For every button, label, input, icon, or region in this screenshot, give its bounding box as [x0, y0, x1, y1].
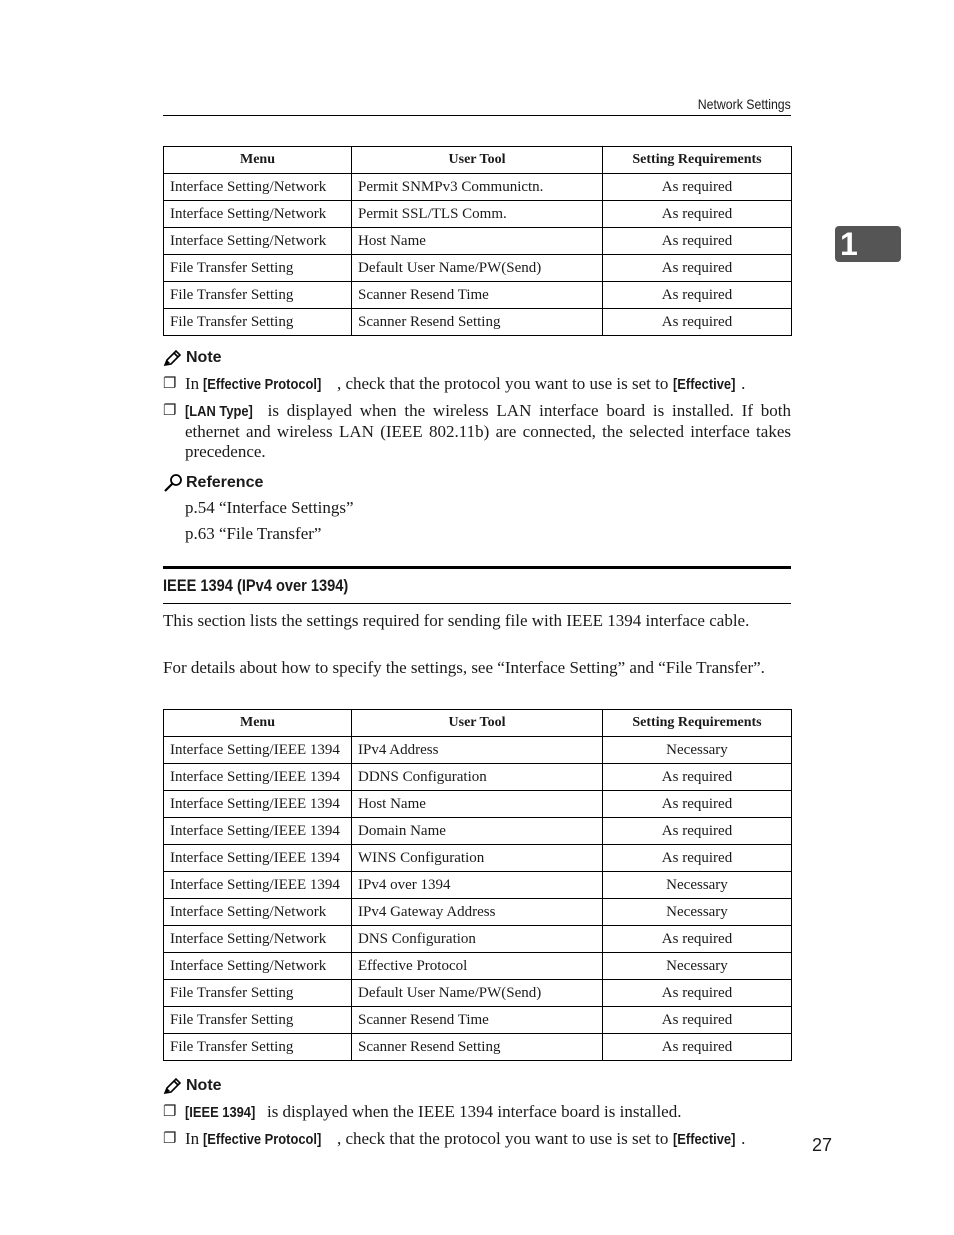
cell-user-tool: Permit SSL/TLS Comm.	[352, 201, 603, 228]
checkbox-icon: ❐	[163, 376, 177, 392]
table-row	[164, 764, 792, 791]
checkbox-icon: ❐	[163, 1131, 177, 1147]
section-heading	[163, 566, 791, 604]
ui-label-effective-protocol: [Effective Protocol]	[203, 376, 322, 393]
section-title: IEEE 1394 (IPv4 over 1394)	[163, 576, 349, 595]
cell-setting-requirement: Necessary	[603, 872, 792, 899]
table-row	[164, 228, 792, 255]
cell-setting-requirement: As required	[603, 282, 792, 309]
checkbox-icon: ❐	[163, 1104, 177, 1120]
cell-setting-requirement: Necessary	[603, 737, 792, 764]
table-row	[164, 201, 792, 228]
cell-menu: Interface Setting/Network	[164, 953, 352, 980]
column-header-setting-requirements: Setting Requirements	[603, 147, 792, 174]
cell-setting-requirement: As required	[603, 926, 792, 953]
cell-menu: Interface Setting/IEEE 1394	[164, 872, 352, 899]
cell-user-tool: Scanner Resend Setting	[352, 1034, 603, 1061]
page-number: 27	[812, 1135, 833, 1155]
page-header	[163, 96, 791, 116]
cell-user-tool: Scanner Resend Time	[352, 282, 603, 309]
reference-heading	[163, 473, 263, 493]
column-header-setting-requirements: Setting Requirements	[603, 710, 792, 737]
cell-setting-requirement: As required	[603, 764, 792, 791]
cell-menu: Interface Setting/IEEE 1394	[164, 764, 352, 791]
cell-menu: Interface Setting/IEEE 1394	[164, 845, 352, 872]
cell-setting-requirement: As required	[603, 1007, 792, 1034]
cell-menu: Interface Setting/Network	[164, 899, 352, 926]
ui-label-ieee1394: [IEEE 1394]	[185, 1104, 256, 1121]
cell-menu: File Transfer Setting	[164, 309, 352, 336]
reference-link[interactable]: p.63 “File Transfer”	[185, 524, 322, 543]
cell-setting-requirement: Necessary	[603, 953, 792, 980]
cell-menu: File Transfer Setting	[164, 1007, 352, 1034]
cell-user-tool: IPv4 Address	[352, 737, 603, 764]
cell-menu: Interface Setting/IEEE 1394	[164, 737, 352, 764]
table-row	[164, 980, 792, 1007]
table-row	[164, 255, 792, 282]
chapter-number: 1	[840, 226, 858, 262]
settings-table-network	[163, 146, 792, 336]
cell-user-tool: DDNS Configuration	[352, 764, 603, 791]
note-heading	[163, 1077, 222, 1095]
note-heading	[163, 349, 222, 367]
column-header-user-tool: User Tool	[352, 710, 603, 737]
column-header-menu: Menu	[164, 710, 352, 737]
note-item: ❐ [IEEE 1394] is displayed when the IEEE 1394 interface board is installed.	[163, 1102, 682, 1121]
settings-table-ieee1394	[163, 709, 792, 1061]
cell-user-tool: IPv4 Gateway Address	[352, 899, 603, 926]
cell-setting-requirement: As required	[603, 791, 792, 818]
cell-setting-requirement: As required	[603, 980, 792, 1007]
cell-user-tool: Default User Name/PW(Send)	[352, 980, 603, 1007]
cell-setting-requirement: As required	[603, 1034, 792, 1061]
note-title: Note	[186, 1077, 222, 1094]
cell-setting-requirement: As required	[603, 309, 792, 336]
header-title: Network Settings	[697, 96, 791, 112]
cell-user-tool: Permit SNMPv3 Communictn.	[352, 174, 603, 201]
ui-label-lan-type: [LAN Type]	[185, 403, 253, 420]
table-row	[164, 1007, 792, 1034]
cell-menu: File Transfer Setting	[164, 255, 352, 282]
cell-setting-requirement: Necessary	[603, 899, 792, 926]
cell-user-tool: Domain Name	[352, 818, 603, 845]
table-row	[164, 1034, 792, 1061]
ui-label-effective-protocol: [Effective Protocol]	[203, 1131, 322, 1148]
cell-setting-requirement: As required	[603, 845, 792, 872]
reference-link[interactable]: p.54 “Interface Settings”	[185, 498, 354, 517]
reference-title: Reference	[186, 474, 264, 491]
note-item: ❐ In [Effective Protocol] , check that the protocol you want to use is set to [Effective] .	[163, 1129, 746, 1148]
cell-setting-requirement: As required	[603, 174, 792, 201]
table-row	[164, 845, 792, 872]
table-row	[164, 174, 792, 201]
cell-menu: Interface Setting/Network	[164, 228, 352, 255]
chapter-tab	[835, 226, 901, 262]
note-item: ❐ [LAN Type] is displayed when the wireless LAN interface board is installed. If both ethernet and wireless LAN (IEEE 802.11b) are connected, the selected interface takes precedence.	[163, 401, 791, 461]
cell-menu: Interface Setting/Network	[164, 926, 352, 953]
cell-menu: Interface Setting/Network	[164, 201, 352, 228]
note-item: ❐ In [Effective Protocol] , check that the protocol you want to use is set to [Effective] .	[163, 374, 746, 393]
ui-label-effective: [Effective]	[672, 376, 736, 393]
cell-setting-requirement: As required	[603, 818, 792, 845]
table-row	[164, 737, 792, 764]
table-header-row	[164, 710, 792, 737]
paragraph: For details about how to specify the settings, see “Interface Setting” and “File Transfer”.	[163, 658, 765, 677]
pencil-icon	[163, 349, 183, 367]
cell-menu: Interface Setting/Network	[164, 174, 352, 201]
table-row	[164, 872, 792, 899]
table-row	[164, 309, 792, 336]
cell-user-tool: IPv4 over 1394	[352, 872, 603, 899]
cell-user-tool: Host Name	[352, 228, 603, 255]
cell-setting-requirement: As required	[603, 201, 792, 228]
cell-user-tool: Default User Name/PW(Send)	[352, 255, 603, 282]
paragraph: This section lists the settings required for sending file with IEEE 1394 interface cable.	[163, 611, 750, 630]
cell-menu: File Transfer Setting	[164, 1034, 352, 1061]
note-title: Note	[186, 349, 222, 366]
cell-user-tool: DNS Configuration	[352, 926, 603, 953]
checkbox-icon: ❐	[163, 403, 177, 419]
column-header-menu: Menu	[164, 147, 352, 174]
table-row	[164, 818, 792, 845]
table-row	[164, 791, 792, 818]
table-row	[164, 899, 792, 926]
cell-setting-requirement: As required	[603, 228, 792, 255]
table-row	[164, 282, 792, 309]
cell-user-tool: Scanner Resend Time	[352, 1007, 603, 1034]
ui-label-effective: [Effective]	[672, 1131, 736, 1148]
table-header-row	[164, 147, 792, 174]
cell-menu: Interface Setting/IEEE 1394	[164, 818, 352, 845]
table-row	[164, 953, 792, 980]
cell-user-tool: Host Name	[352, 791, 603, 818]
cell-user-tool: Effective Protocol	[352, 953, 603, 980]
cell-setting-requirement: As required	[603, 255, 792, 282]
cell-menu: File Transfer Setting	[164, 282, 352, 309]
cell-menu: File Transfer Setting	[164, 980, 352, 1007]
table-row	[164, 926, 792, 953]
magnifier-icon	[163, 473, 183, 493]
column-header-user-tool: User Tool	[352, 147, 603, 174]
cell-menu: Interface Setting/IEEE 1394	[164, 791, 352, 818]
cell-user-tool: WINS Configuration	[352, 845, 603, 872]
cell-user-tool: Scanner Resend Setting	[352, 309, 603, 336]
pencil-icon	[163, 1077, 183, 1095]
